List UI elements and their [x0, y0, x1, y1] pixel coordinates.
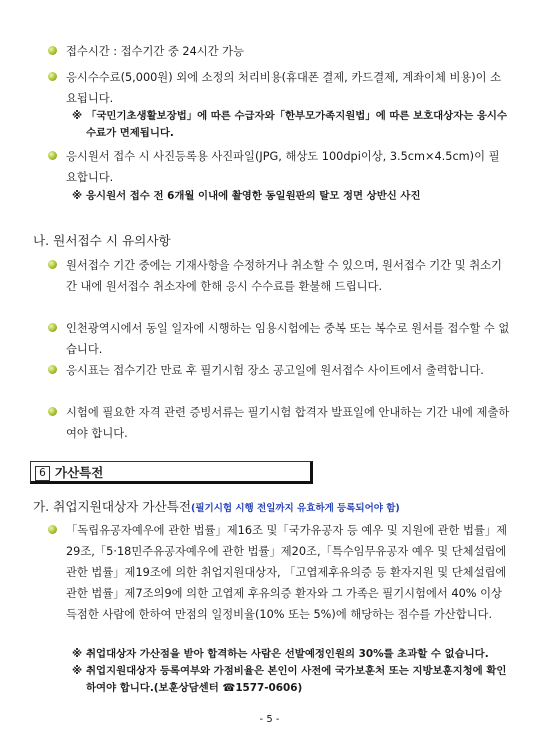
bullet-text: 접수시간 : 접수기간 중 24시간 가능: [66, 45, 245, 58]
note-item: [72, 188, 512, 205]
reference-mark-icon: ※: [72, 665, 83, 677]
green-bullet-icon: [48, 151, 57, 160]
bullet-text: 시험에 필요한 자격 관련 증빙서류는 필기시험 합격자 발표일에 안내하는 기간 내에 제출하여야 합니다.: [66, 406, 510, 440]
bullet-item: [50, 318, 510, 360]
bullet-item: [50, 146, 510, 188]
note-item: [72, 646, 512, 663]
note-text: 취업대상자 가산점을 받아 합격하는 사람은 선발예정인원의 30%를 초과할 수 없습니다.: [86, 648, 489, 660]
section-header-box: [30, 461, 313, 484]
green-bullet-icon: [48, 323, 57, 332]
green-bullet-icon: [48, 260, 57, 269]
bullet-item: [50, 520, 510, 625]
note-text: 「국민기초생활보장법」에 따른 수급자와「한부모가족지원법」에 따른 보호대상자는 응시수수료가 면제됩니다.: [86, 110, 507, 139]
bullet-item: [50, 402, 510, 444]
section-subheading: 나. 원서접수 시 유의사항: [33, 233, 171, 248]
note-item: [72, 108, 512, 142]
bullet-text: 응시원서 접수 시 사진등록용 사진파일(JPG, 해상도 100dpi이상, 3.5cm×4.5cm)이 필요합니다.: [66, 150, 500, 184]
note-item: [72, 663, 512, 697]
bullet-item: [50, 67, 510, 109]
subheading-note: (필기시험 시행 전일까지 유효하게 등록되어야 함): [191, 503, 400, 514]
green-bullet-icon: [48, 407, 57, 416]
reference-mark-icon: ※: [72, 190, 83, 202]
bullet-item: [50, 360, 510, 381]
bullet-text: 응시수수료(5,000원) 외에 소정의 처리비용(휴대폰 결제, 카드결제, 계좌이체 비용)이 소요됩니다.: [66, 71, 502, 105]
bullet-text: 「독립유공자예우에 관한 법률」제16조 및「국가유공자 등 예우 및 지원에 관한 법률」제29조,「5·18민주유공자예우에 관한 법률」제20조,「특수임무유공자 예우 및 단체설립에 관한 법률」제19조에 의한 취업지원대상자, 「고엽제후유의증 등 환자지원 및 단체설립에 관한 법률」제7조의9에 의한 고엽제 후유의증 환자와 그 가족은 필기시험에서 40% 이상 득점한 사람에 한하여 만점의 일정비율(10% 또는 5%)에 해당하는 점수를 가산합니다.: [66, 524, 508, 621]
green-bullet-icon: [48, 365, 57, 374]
reference-mark-icon: ※: [72, 110, 83, 122]
section-subheading: [33, 496, 400, 520]
page-number: - 5 -: [259, 714, 280, 725]
green-bullet-icon: [48, 72, 57, 81]
section-title: 가산특전: [55, 465, 104, 480]
bullet-item: [50, 255, 510, 297]
bullet-item: [50, 41, 510, 62]
note-text: 응시원서 접수 전 6개월 이내에 촬영한 동일원판의 탈모 정면 상반신 사진: [86, 190, 421, 202]
bullet-text: 응시표는 접수기간 만료 후 필기시험 장소 공고일에 원서접수 사이트에서 출력합니다.: [66, 364, 484, 377]
note-text: 취업지원대상자 등록여부와 가점비율은 본인이 사전에 국가보훈처 또는 지방보훈지청에 확인하여야 합니다.(보훈상담센터 ☎1577-0606): [86, 665, 507, 694]
section-number: 6: [35, 466, 50, 481]
green-bullet-icon: [48, 525, 57, 534]
subheading-text: 가. 취업지원대상자 가산특전: [33, 499, 191, 514]
bullet-text: 인천광역시에서 동일 일자에 시행하는 임용시험에는 중복 또는 복수로 원서를 접수할 수 없습니다.: [66, 322, 510, 356]
bullet-text: 원서접수 기간 중에는 기재사항을 수정하거나 취소할 수 있으며, 원서접수 기간 및 취소기간 내에 원서접수 취소자에 한해 응시 수수료를 환불해 드립니다.: [66, 259, 502, 293]
reference-mark-icon: ※: [72, 648, 83, 660]
green-bullet-icon: [48, 46, 57, 55]
